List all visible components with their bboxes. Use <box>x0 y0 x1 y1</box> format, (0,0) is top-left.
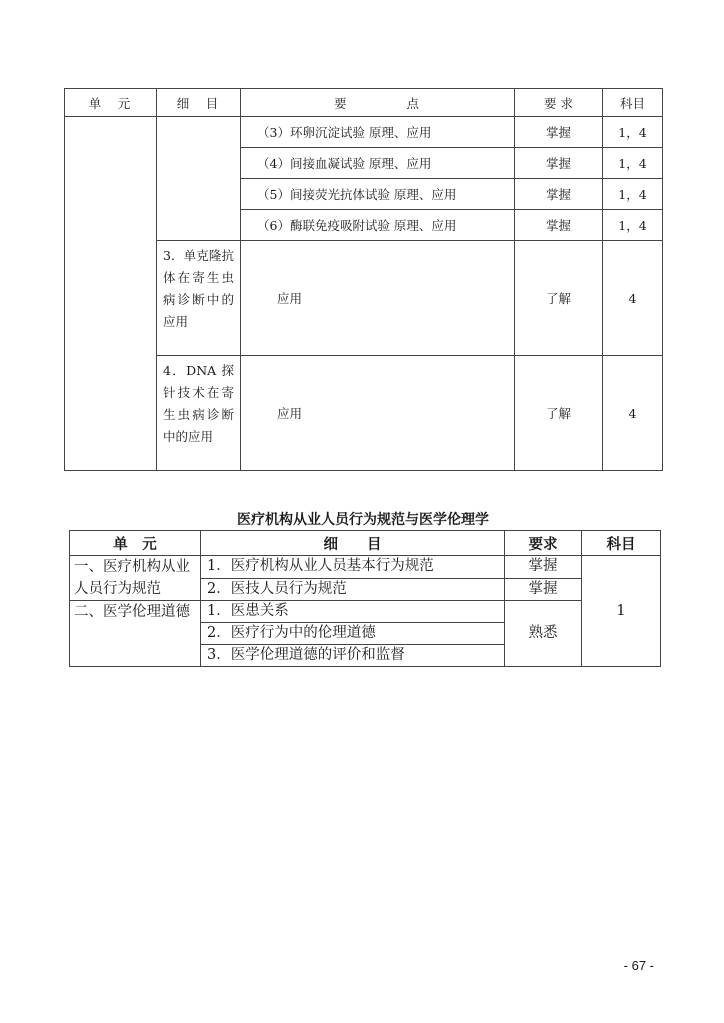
table-header-row <box>65 89 663 117</box>
table-row <box>70 556 661 579</box>
subject-cell: 4 <box>603 356 663 471</box>
point-cell: （4）间接血凝试验 原理、应用 <box>241 148 515 179</box>
detail-cell: 2．医技人员行为规范 <box>201 578 505 601</box>
detail-cell: 3．医学伦理道德的评价和监督 <box>201 645 505 667</box>
detail-cell: 1．医疗机构从业人员基本行为规范 <box>201 556 505 579</box>
table-row <box>70 601 661 623</box>
parasite-diagnosis-table <box>64 88 663 471</box>
requirement-cell: 了解 <box>515 241 603 356</box>
detail-cell: 3．单克隆抗体在寄生虫病诊断中的应用 <box>157 241 241 356</box>
requirement-cell: 了解 <box>515 356 603 471</box>
detail-cell: 4．DNA 探针技术在寄生虫病诊断中的应用 <box>157 356 241 471</box>
requirement-cell: 掌握 <box>515 210 603 241</box>
section-title: 医疗机构从业人员行为规范与医学伦理学 <box>237 512 489 528</box>
requirement-cell: 掌握 <box>505 556 582 579</box>
header-requirement: 要 求 <box>515 89 603 117</box>
header-unit: 单 元 <box>70 531 201 556</box>
point-cell: 应用 <box>241 241 515 356</box>
header-detail: 细 目 <box>157 89 241 117</box>
unit-cell: 二、医学伦理道德 <box>70 601 201 667</box>
point-cell: （6）酶联免疫吸附试验 原理、应用 <box>241 210 515 241</box>
header-points: 要 点 <box>241 89 515 117</box>
header-subject: 科目 <box>582 531 661 556</box>
requirement-cell: 掌握 <box>515 148 603 179</box>
subject-cell: 1，4 <box>603 148 663 179</box>
page-number: - 67 - <box>623 958 654 973</box>
point-cell: （5）间接荧光抗体试验 原理、应用 <box>241 179 515 210</box>
subject-cell: 1，4 <box>603 117 663 148</box>
requirement-cell: 掌握 <box>515 117 603 148</box>
medical-ethics-table <box>69 530 661 667</box>
header-requirement: 要求 <box>505 531 582 556</box>
header-subject: 科目 <box>603 89 663 117</box>
subject-cell: 4 <box>603 241 663 356</box>
header-unit: 单 元 <box>65 89 157 117</box>
unit-cell-empty <box>65 117 157 471</box>
detail-cell-empty <box>157 117 241 241</box>
unit-cell: 一、医疗机构从业人员行为规范 <box>70 556 201 601</box>
point-cell: （3）环卵沉淀试验 原理、应用 <box>241 117 515 148</box>
detail-cell: 2．医疗行为中的伦理道德 <box>201 623 505 645</box>
requirement-cell: 熟悉 <box>505 601 582 667</box>
point-cell: 应用 <box>241 356 515 471</box>
subject-cell: 1，4 <box>603 210 663 241</box>
subject-cell: 1 <box>582 556 661 667</box>
requirement-cell: 掌握 <box>505 578 582 601</box>
subject-cell: 1，4 <box>603 179 663 210</box>
table-header-row <box>70 531 661 556</box>
table-row <box>65 117 663 148</box>
requirement-cell: 掌握 <box>515 179 603 210</box>
header-detail: 细 目 <box>201 531 505 556</box>
detail-cell: 1．医患关系 <box>201 601 505 623</box>
